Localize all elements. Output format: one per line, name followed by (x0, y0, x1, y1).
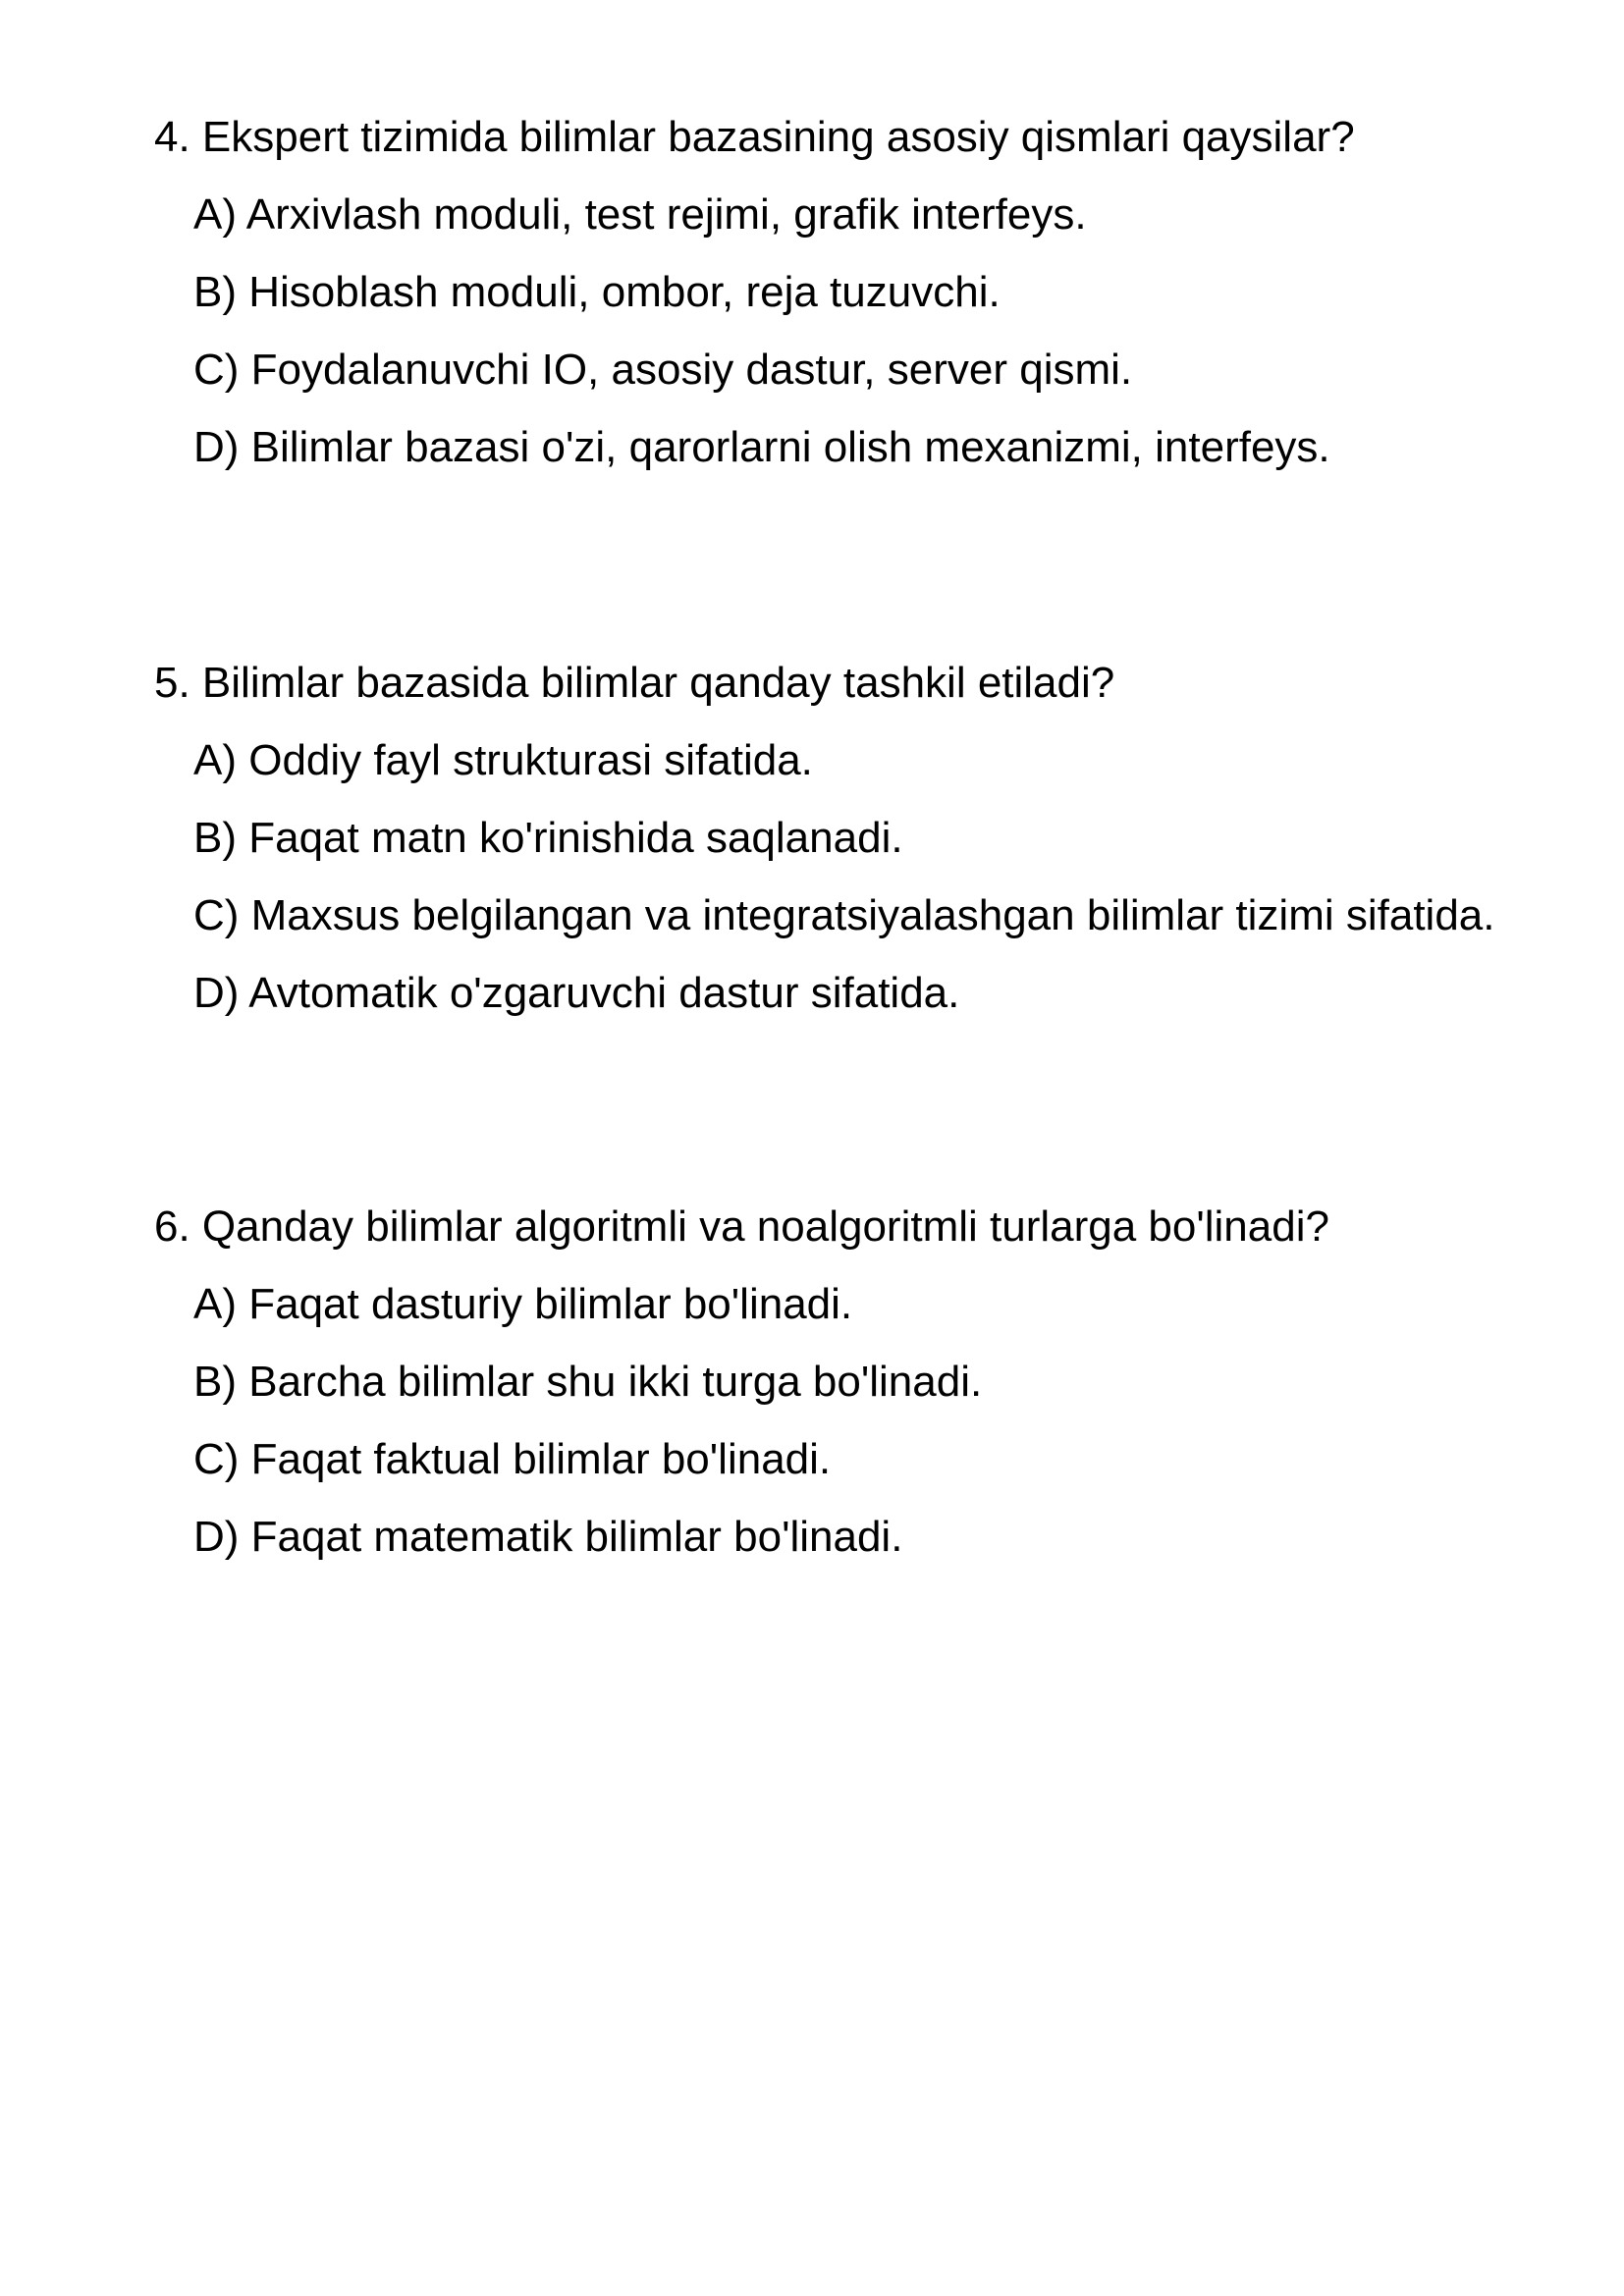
question-text: 6. Qanday bilimlar algoritmli va noalgoritmli turlarga bo'linadi? (154, 1202, 1329, 1251)
option-a: A) Oddiy fayl strukturasi sifatida. (193, 736, 813, 784)
option-d: D) Faqat matematik bilimlar bo'linadi. (193, 1513, 903, 1561)
answer-options (154, 1279, 1568, 1563)
answer-options (154, 735, 1568, 1019)
option-d: D) Bilimlar bazasi o'zi, qarorlarni olish mexanizmi, interfeys. (193, 423, 1330, 471)
answer-options (154, 189, 1568, 473)
question-6 (154, 1201, 1568, 1563)
question-4 (154, 112, 1568, 473)
question-5 (154, 658, 1568, 1019)
option-d: D) Avtomatik o'zgaruvchi dastur sifatida. (193, 969, 960, 1017)
option-c: C) Maxsus belgilangan va integratsiyalashgan bilimlar tizimi sifatida. (193, 891, 1495, 939)
option-b: B) Hisoblash moduli, ombor, reja tuzuvchi. (193, 268, 1001, 316)
option-c: C) Foydalanuvchi IO, asosiy dastur, server qismi. (193, 346, 1133, 394)
option-a: A) Faqat dasturiy bilimlar bo'linadi. (193, 1280, 853, 1328)
question-text: 5. Bilimlar bazasida bilimlar qanday tashkil etiladi? (154, 659, 1115, 707)
question-text: 4. Ekspert tizimida bilimlar bazasining asosiy qismlari qaysilar? (154, 113, 1355, 161)
option-a: A) Arxivlash moduli, test rejimi, grafik interfeys. (193, 190, 1087, 239)
option-b: B) Barcha bilimlar shu ikki turga bo'linadi. (193, 1358, 983, 1406)
option-c: C) Faqat faktual bilimlar bo'linadi. (193, 1435, 832, 1483)
option-b: B) Faqat matn ko'rinishida saqlanadi. (193, 814, 903, 862)
